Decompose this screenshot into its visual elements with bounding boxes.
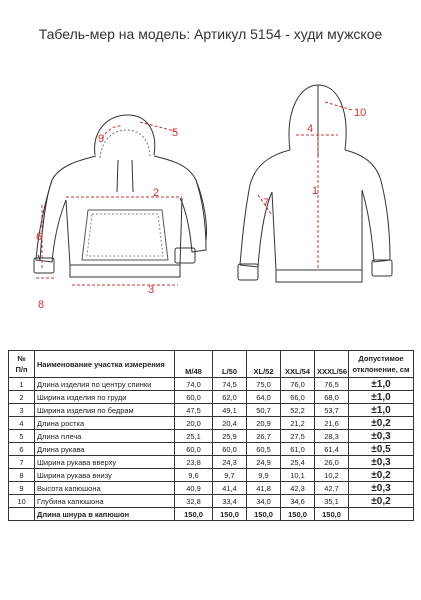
label-7: 7 <box>263 197 270 209</box>
row-val: 26,0 <box>315 456 349 469</box>
row-name: Ширина рукава вверху <box>35 456 175 469</box>
row-tolerance: ±1,0 <box>349 378 414 391</box>
hoodie-front-view <box>34 115 207 277</box>
back-labels <box>263 107 366 209</box>
row-val: 32,8 <box>175 495 213 508</box>
header-tolerance: Допустимое отклонение, см <box>349 351 414 378</box>
row-val: 60,0 <box>175 443 213 456</box>
row-val: 61,4 <box>315 443 349 456</box>
hoodie-technical-drawing <box>0 60 421 325</box>
header-size-xxl: XXL/54 <box>281 351 315 378</box>
label-4: 4 <box>307 123 314 135</box>
header-size-xxxl: XXXL/56 <box>315 351 349 378</box>
row-val: 24,9 <box>247 456 281 469</box>
header-size-xl: XL/52 <box>247 351 281 378</box>
row-val: 34,0 <box>247 495 281 508</box>
row-num: 2 <box>9 391 35 404</box>
row-num: 10 <box>9 495 35 508</box>
row-val: 9,6 <box>175 469 213 482</box>
row-name: Ширина рукава внизу <box>35 469 175 482</box>
row-tolerance: ±0,3 <box>349 456 414 469</box>
row-val: 75,0 <box>247 378 281 391</box>
row-val: 41,4 <box>213 482 247 495</box>
row-num: 3 <box>9 404 35 417</box>
row-val: 21,2 <box>281 417 315 430</box>
row-val: 24,3 <box>213 456 247 469</box>
row-val: 25,9 <box>213 430 247 443</box>
row-name: Длина изделия по центру спинки <box>35 378 175 391</box>
row-val: 74,0 <box>175 378 213 391</box>
row-val: 150,0 <box>315 508 349 521</box>
row-name: Длина шнура в капюшон <box>35 508 175 521</box>
label-9: 9 <box>98 133 105 145</box>
header-num-line2: П/п <box>15 365 28 374</box>
table-row-last <box>9 508 414 521</box>
table-row <box>9 404 414 417</box>
row-tolerance: ±0,3 <box>349 430 414 443</box>
row-num: 1 <box>9 378 35 391</box>
row-val: 41,8 <box>247 482 281 495</box>
row-val: 150,0 <box>247 508 281 521</box>
row-val: 150,0 <box>281 508 315 521</box>
row-num: 5 <box>9 430 35 443</box>
row-tolerance: ±0,2 <box>349 417 414 430</box>
page-title: Табель-мер на модель: Артикул 5154 - худи мужское <box>38 26 383 42</box>
row-val: 50,7 <box>247 404 281 417</box>
header-size-l: L/50 <box>213 351 247 378</box>
label-1: 1 <box>312 185 319 197</box>
row-val: 76,5 <box>315 378 349 391</box>
front-measurements <box>36 122 182 285</box>
table-row <box>9 378 414 391</box>
row-val: 68,0 <box>315 391 349 404</box>
row-val: 64,0 <box>247 391 281 404</box>
table-row <box>9 430 414 443</box>
row-num: 8 <box>9 469 35 482</box>
label-3: 3 <box>148 284 155 296</box>
row-name: Длина ростка <box>35 417 175 430</box>
table-row <box>9 443 414 456</box>
label-5: 5 <box>172 127 179 139</box>
row-val: 52,2 <box>281 404 315 417</box>
row-val: 21,6 <box>315 417 349 430</box>
row-val: 61,0 <box>281 443 315 456</box>
row-name: Длина плеча <box>35 430 175 443</box>
header-num-line1: № <box>17 354 26 363</box>
row-val: 27,5 <box>281 430 315 443</box>
row-num: 9 <box>9 482 35 495</box>
front-labels <box>36 127 178 311</box>
row-name: Глубина капюшона <box>35 495 175 508</box>
header-name: Наименование участка измерения <box>35 351 175 378</box>
row-val: 23,8 <box>175 456 213 469</box>
row-val: 150,0 <box>175 508 213 521</box>
row-tolerance <box>349 508 414 521</box>
table-row <box>9 482 414 495</box>
row-val: 150,0 <box>213 508 247 521</box>
row-val: 34,6 <box>281 495 315 508</box>
label-10: 10 <box>354 107 367 119</box>
row-val: 9,9 <box>247 469 281 482</box>
row-val: 20,9 <box>247 417 281 430</box>
row-val: 53,7 <box>315 404 349 417</box>
row-val: 60,0 <box>175 391 213 404</box>
row-num: 7 <box>9 456 35 469</box>
row-val: 9,7 <box>213 469 247 482</box>
row-val: 26,7 <box>247 430 281 443</box>
table-row <box>9 469 414 482</box>
row-val: 10,1 <box>281 469 315 482</box>
row-val: 49,1 <box>213 404 247 417</box>
row-val: 74,5 <box>213 378 247 391</box>
table-row <box>9 391 414 404</box>
row-val: 35,1 <box>315 495 349 508</box>
row-name: Ширина изделия по бедрам <box>35 404 175 417</box>
row-val: 60,0 <box>213 443 247 456</box>
table-row <box>9 456 414 469</box>
row-name: Длина рукава <box>35 443 175 456</box>
row-val: 20,0 <box>175 417 213 430</box>
row-num: 4 <box>9 417 35 430</box>
size-chart-table <box>8 350 414 521</box>
row-val: 40,9 <box>175 482 213 495</box>
row-num: 6 <box>9 443 35 456</box>
row-val: 47,5 <box>175 404 213 417</box>
table-row <box>9 495 414 508</box>
row-tolerance: ±0,2 <box>349 469 414 482</box>
header-num <box>9 351 35 378</box>
label-8: 8 <box>38 299 45 311</box>
table-body <box>9 378 414 508</box>
row-name: Высота капюшона <box>35 482 175 495</box>
size-chart-table-wrap <box>8 350 413 521</box>
row-val: 25,4 <box>281 456 315 469</box>
header-size-m: M/48 <box>175 351 213 378</box>
back-measurements <box>258 102 352 270</box>
label-2: 2 <box>153 187 160 199</box>
row-tolerance: ±1,0 <box>349 391 414 404</box>
table-header-row <box>9 351 414 378</box>
row-val: 10,2 <box>315 469 349 482</box>
table-row <box>9 417 414 430</box>
row-val: 28,3 <box>315 430 349 443</box>
row-val: 33,4 <box>213 495 247 508</box>
row-tolerance: ±0,3 <box>349 482 414 495</box>
row-num <box>9 508 35 521</box>
row-val: 62,0 <box>213 391 247 404</box>
row-tolerance: ±0,2 <box>349 495 414 508</box>
row-val: 42,3 <box>281 482 315 495</box>
row-val: 66,0 <box>281 391 315 404</box>
row-tolerance: ±1,0 <box>349 404 414 417</box>
row-val: 20,4 <box>213 417 247 430</box>
row-val: 76,0 <box>281 378 315 391</box>
row-val: 25,1 <box>175 430 213 443</box>
row-val: 60,5 <box>247 443 281 456</box>
hoodie-back-view <box>238 85 392 282</box>
row-val: 42,7 <box>315 482 349 495</box>
row-tolerance: ±0,5 <box>349 443 414 456</box>
row-name: Ширина изделия по груди <box>35 391 175 404</box>
label-6: 6 <box>36 231 43 243</box>
